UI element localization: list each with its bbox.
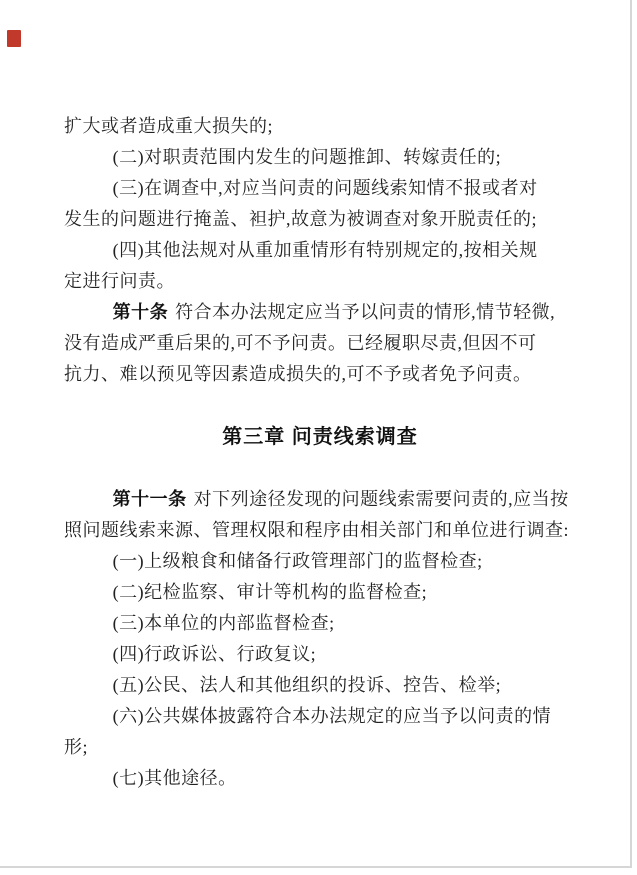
section-article-eleven [64, 484, 576, 794]
line-text: 定进行问责。 [64, 271, 175, 291]
line-text: (四)行政诉讼、行政复议; [112, 644, 317, 664]
text-line [64, 701, 576, 732]
line-text: (五)公民、法人和其他组织的投诉、控告、检举; [112, 675, 502, 695]
text-line [64, 670, 576, 701]
line-text: 没有造成严重后果的,可不予问责。已经履职尽责,但因不可 [64, 333, 537, 353]
text-line [64, 359, 576, 390]
document-body [64, 111, 576, 794]
text-line [64, 266, 576, 297]
line-text: 发生的问题进行掩盖、袒护,故意为被调查对象开脱责任的; [64, 209, 537, 229]
text-line [64, 484, 576, 515]
text-line [64, 763, 576, 794]
text-line [64, 111, 576, 142]
line-text: (三)在调查中,对应当问责的问题线索知情不报或者对 [112, 178, 538, 198]
line-text: (一)上级粮食和储备行政管理部门的监督检查; [112, 551, 483, 571]
text-line [64, 328, 576, 359]
line-text: 形; [64, 737, 89, 757]
text-line [64, 515, 576, 546]
article-number-label: 第十条 [112, 302, 169, 322]
text-line [64, 204, 576, 235]
text-line [64, 297, 576, 328]
line-text: 符合本办法规定应当予以问责的情形,情节轻微, [175, 302, 556, 322]
line-text: (三)本单位的内部监督检查; [112, 613, 335, 633]
line-text: 扩大或者造成重大损失的; [64, 116, 273, 136]
line-text: (二)对职责范围内发生的问题推卸、转嫁责任的; [112, 147, 502, 167]
text-line [64, 546, 576, 577]
section-article-ten [64, 111, 576, 390]
line-text: (六)公共媒体披露符合本办法规定的应当予以问责的情 [112, 706, 552, 726]
line-text: (七)其他途径。 [112, 768, 237, 788]
text-line [64, 173, 576, 204]
text-line [64, 142, 576, 173]
line-text: 抗力、难以预见等因素造成损失的,可不予或者免予问责。 [64, 364, 532, 384]
text-line [64, 577, 576, 608]
line-text: (四)其他法规对从重加重情形有特别规定的,按相关规 [112, 240, 538, 260]
red-stamp-mark [7, 30, 21, 47]
article-number-label: 第十一条 [112, 489, 187, 509]
text-line [64, 608, 576, 639]
line-text: 对下列途径发现的问题线索需要问责的,应当按 [193, 489, 569, 509]
text-line [64, 235, 576, 266]
chapter-heading: 第三章 问责线索调查 [222, 426, 418, 448]
text-line [64, 732, 576, 763]
line-text: 照问题线索来源、管理权限和程序由相关部门和单位进行调查: [64, 520, 569, 540]
line-text: (二)纪检监察、审计等机构的监督检查; [112, 582, 428, 602]
text-line [64, 639, 576, 670]
